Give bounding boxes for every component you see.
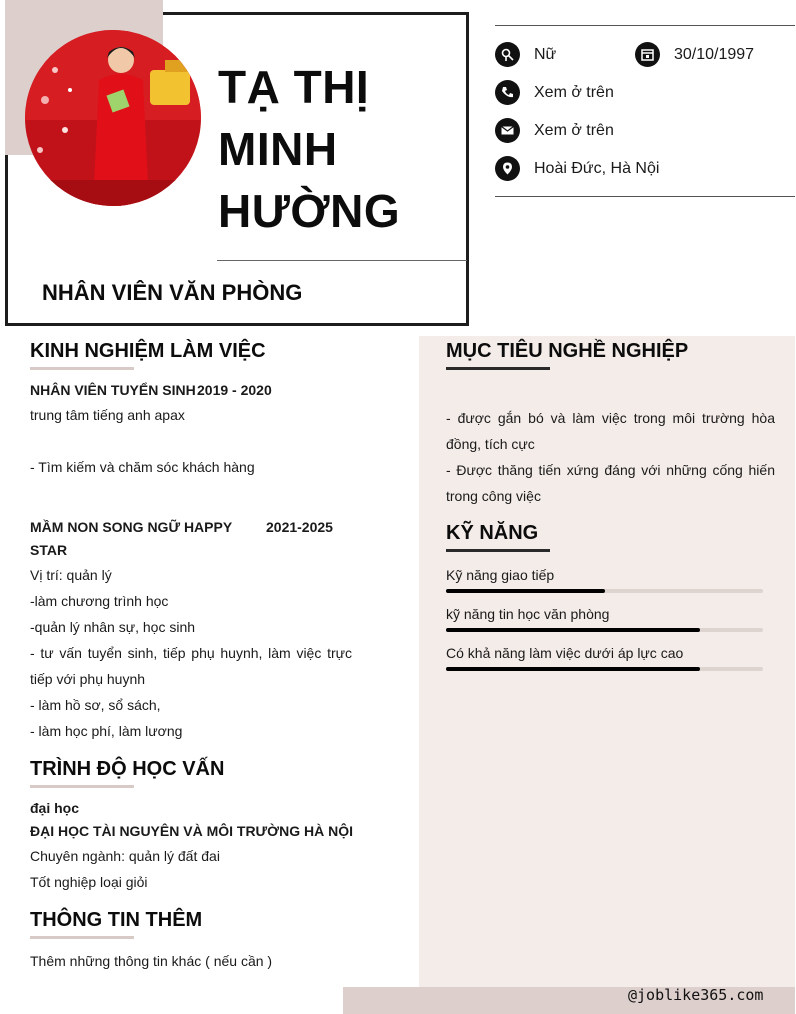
address-value: Hoài Đức, Hà Nội (534, 159, 660, 177)
skills-title: KỸ NĂNG (446, 522, 539, 544)
extra-underline (30, 936, 134, 939)
job2-role-line2: STAR (30, 542, 68, 558)
skill-bar-fill (446, 589, 605, 593)
gender-icon (495, 42, 520, 67)
contact-top-divider (495, 25, 795, 26)
skill-label: Kỹ năng giao tiếp (446, 567, 555, 583)
phone-value: Xem ở trên (534, 83, 614, 101)
job2-detail: - tư vấn tuyển sinh, tiếp phụ huynh, làm việc trực tiếp với phụ huynh (30, 645, 352, 687)
contact-email (495, 118, 614, 143)
skill-bar (446, 667, 763, 671)
calendar-icon (635, 42, 660, 67)
email-value: Xem ở trên (534, 121, 614, 139)
job2-period: 2021-2025 (266, 519, 333, 535)
skill-label: Có khả năng làm việc dưới áp lực cao (446, 645, 684, 661)
job1-period: 2019 - 2020 (197, 382, 272, 398)
education-level: đại học (30, 800, 80, 816)
job1-role: NHÂN VIÊN TUYỂN SINH (30, 382, 196, 398)
skill-label: kỹ năng tin học văn phòng (446, 606, 610, 622)
name-line-3: HƯỜNG (218, 185, 401, 237)
contact-birthday (635, 42, 754, 67)
job2-detail: - làm học phí, làm lương (30, 723, 183, 739)
experience-underline (30, 367, 134, 370)
name-line-2: MINH (218, 123, 338, 175)
footer-watermark: @joblike365.com (628, 986, 764, 1004)
email-icon (495, 118, 520, 143)
gender-value: Nữ (534, 45, 557, 63)
objective-item: - Được thăng tiến xứng đáng với những cống hiến trong công việc (446, 462, 775, 504)
skill-bar (446, 589, 763, 593)
skills-underline (446, 549, 550, 552)
contact-phone (495, 80, 614, 105)
name-divider (217, 260, 467, 261)
contact-address (495, 156, 659, 181)
skill-bar-fill (446, 628, 700, 632)
job2-role-line1: MẦM NON SONG NGỮ HAPPY (30, 519, 233, 535)
education-school: ĐẠI HỌC TÀI NGUYÊN VÀ MÔI TRƯỜNG HÀ NỘI (30, 823, 354, 839)
job2-detail: - làm hồ sơ, sổ sách, (30, 697, 161, 713)
education-grade: Tốt nghiệp loại giỏi (30, 874, 148, 890)
name-line-1: TẠ THỊ (218, 61, 370, 113)
job-title: NHÂN VIÊN VĂN PHÒNG (42, 280, 303, 305)
education-major: Chuyên ngành: quản lý đất đai (30, 848, 220, 864)
phone-icon (495, 80, 520, 105)
extra-text: Thêm những thông tin khác ( nếu cần ) (30, 953, 273, 969)
extra-title: THÔNG TIN THÊM (30, 909, 203, 931)
skill-bar-fill (446, 667, 700, 671)
birthday-value: 30/10/1997 (674, 45, 755, 63)
job2-detail: -quản lý nhân sự, học sinh (30, 619, 196, 635)
contact-gender (495, 42, 556, 67)
objective-item: - được gắn bó và làm việc trong môi trường hòa đồng, tích cực (446, 410, 775, 452)
job1-detail: - Tìm kiếm và chăm sóc khách hàng (30, 459, 255, 475)
avatar (25, 30, 201, 206)
job2-detail: Vị trí: quản lý (30, 567, 112, 583)
objective-title: MỤC TIÊU NGHỀ NGHIỆP (446, 340, 689, 362)
education-underline (30, 785, 134, 788)
experience-title: KINH NGHIỆM LÀM VIỆC (30, 340, 266, 362)
objective-underline (446, 367, 550, 370)
skill-bar (446, 628, 763, 632)
job2-detail: -làm chương trình học (30, 593, 169, 609)
education-title: TRÌNH ĐỘ HỌC VẤN (30, 758, 225, 780)
contact-bottom-divider (495, 196, 795, 197)
location-icon (495, 156, 520, 181)
job1-company: trung tâm tiếng anh apax (30, 407, 185, 423)
